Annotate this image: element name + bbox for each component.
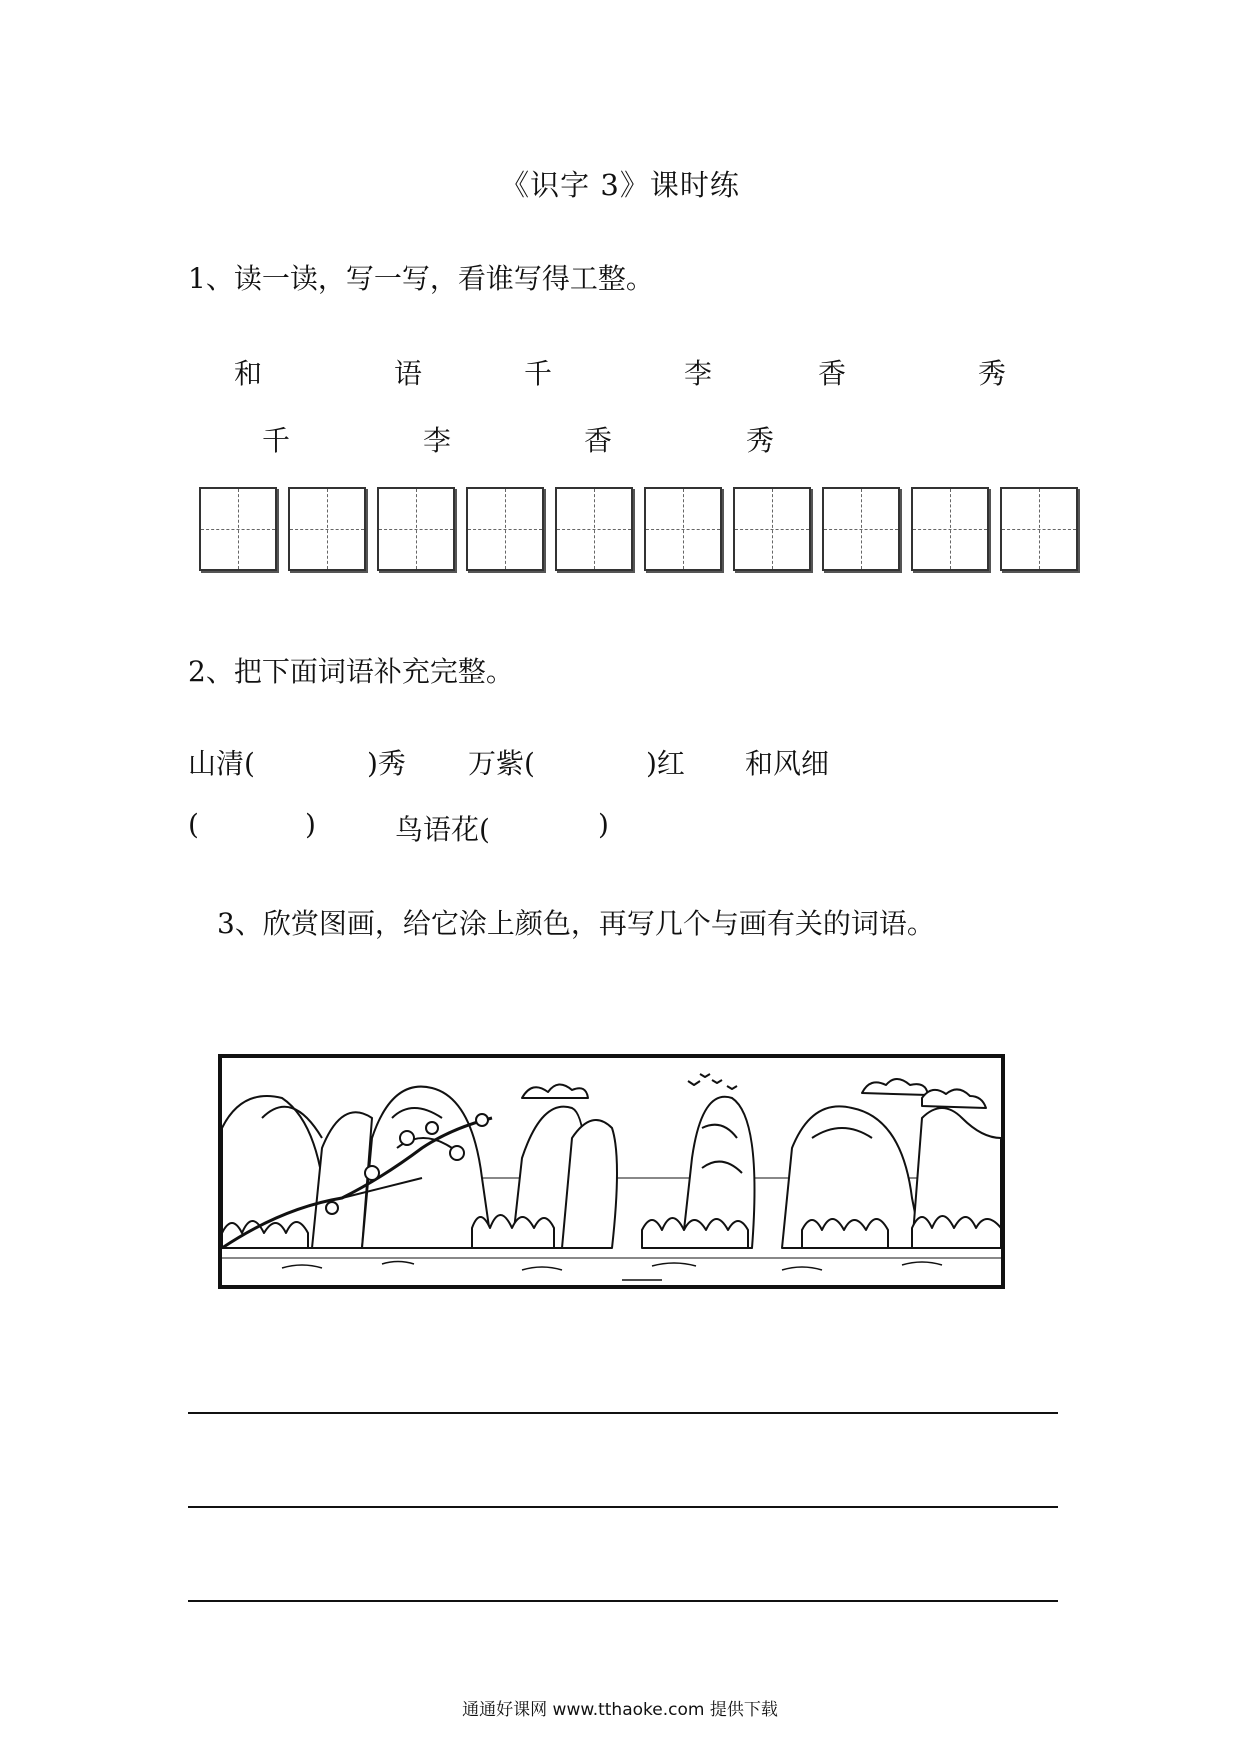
writing-cell[interactable] [199,487,277,571]
character: 香 [583,424,612,457]
page-title: 《识字 3》课时练 [500,168,740,202]
writing-cell[interactable] [733,487,811,571]
writing-cell[interactable] [911,487,989,571]
idiom-3-paren-open: ( [188,808,199,841]
question-3-prompt: 3、欣赏图画，给它涂上颜色，再写几个与画有关的词语。 [217,907,935,940]
idiom-1-start: 山清( [188,747,255,780]
character: 语 [393,357,422,390]
idiom-2-start: 万紫( [468,747,535,780]
writing-cell[interactable] [644,487,722,571]
idiom-4-start: 鸟语花( [395,813,490,846]
answer-line[interactable] [188,1412,1058,1414]
idiom-3-paren-close: ) [305,808,316,841]
idiom-1-end: )秀 [367,747,406,780]
character: 李 [683,357,712,390]
landscape-drawing [222,1058,1001,1285]
writing-cell[interactable] [288,487,366,571]
writing-cell[interactable] [466,487,544,571]
character: 千 [523,357,552,390]
writing-cell[interactable] [1000,487,1078,571]
answer-line[interactable] [188,1506,1058,1508]
writing-cell[interactable] [377,487,455,571]
question-2-prompt: 2、把下面词语补充完整。 [188,655,514,688]
character: 秀 [745,424,774,457]
character: 和 [233,357,262,390]
idiom-2-end: )红 [646,747,685,780]
idiom-3-start: 和风细 [745,747,830,780]
writing-cell[interactable] [555,487,633,571]
landscape-picture [218,1054,1005,1289]
answer-line[interactable] [188,1600,1058,1602]
footer-text: 通通好课网 www.tthaoke.com 提供下载 [462,1700,778,1720]
character: 李 [422,424,451,457]
character: 千 [261,424,290,457]
writing-cell[interactable] [822,487,900,571]
question-1-prompt: 1、读一读，写一写，看谁写得工整。 [188,262,654,295]
writing-grid [199,487,1084,575]
character: 香 [817,357,846,390]
idiom-4-end: ) [598,808,609,841]
character: 秀 [977,357,1006,390]
